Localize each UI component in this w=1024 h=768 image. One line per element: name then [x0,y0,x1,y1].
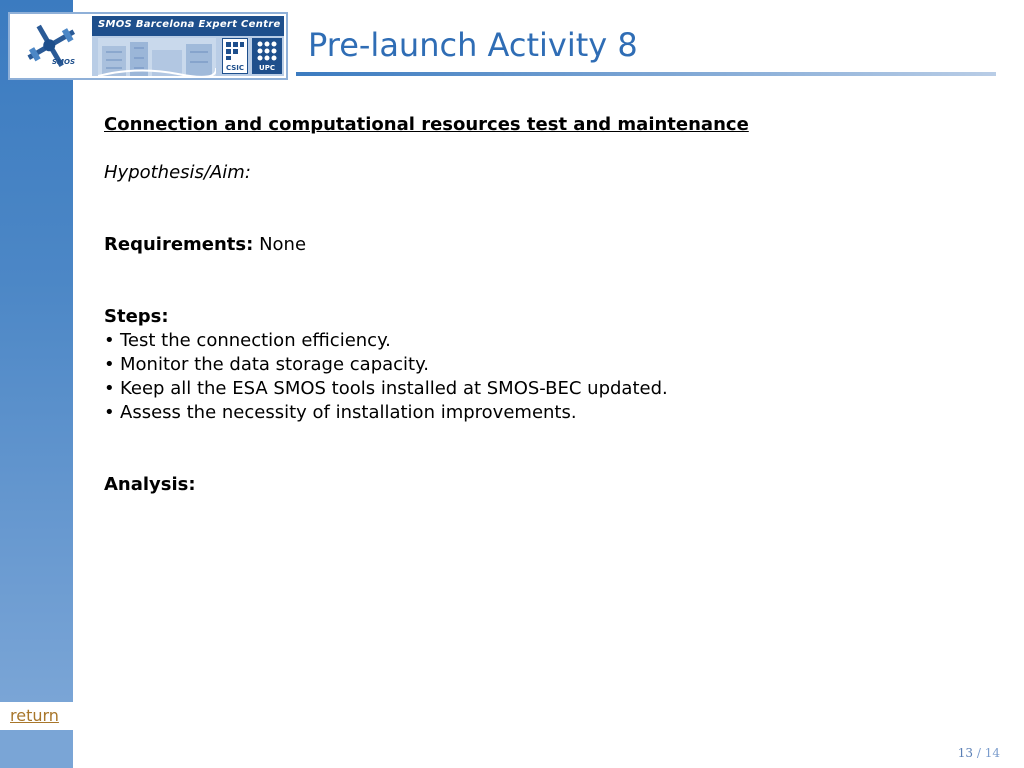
bullet-icon: • [104,378,115,399]
page-current: 13 [957,746,974,760]
building-illustration-icon [98,38,216,76]
list-item [104,401,984,425]
requirements-line [104,233,984,257]
satellite-icon [12,16,92,76]
csic-logo-text: CSIC [225,64,245,72]
step-text: Monitor the data storage capacity. [120,354,429,375]
list-item [104,353,984,377]
sidebar-top-bar [0,0,73,702]
bullet-icon: • [104,402,115,423]
hypothesis-label: Hypothesis/Aim: [104,162,251,183]
logo-banner [12,16,284,76]
upc-logo-text: UPC [259,64,275,72]
bullet-icon: • [104,354,115,375]
requirements-label: Requirements: [104,234,254,255]
smos-bec-logo [8,12,288,80]
list-item [104,377,984,401]
analysis-label: Analysis: [104,474,196,495]
bullet-icon: • [104,330,115,351]
csic-logo-icon [222,38,248,74]
page-separator: / [973,746,985,760]
return-link[interactable]: return [10,706,59,725]
activity-heading: Connection and computational resources test and maintenance [104,114,749,135]
steps-section [104,305,984,425]
logo-smos-text: SMOS [52,58,75,66]
title-divider [296,72,996,76]
upc-logo-icon [252,38,282,74]
step-text: Keep all the ESA SMOS tools installed at SMOS-BEC updated. [120,378,668,399]
list-item [104,329,984,353]
sidebar-bottom-bar [0,730,73,768]
step-text: Assess the necessity of installation improvements. [120,402,577,423]
slide-content [104,113,984,497]
step-text: Test the connection efficiency. [120,330,391,351]
logo-band-text: SMOS Barcelona Expert Centre [98,19,281,30]
requirements-value: None [259,234,307,255]
steps-list [104,329,984,425]
page-total: 14 [984,746,1000,760]
steps-label: Steps: [104,306,169,327]
page-number [958,746,1000,760]
page-title: Pre-launch Activity 8 [308,26,638,64]
